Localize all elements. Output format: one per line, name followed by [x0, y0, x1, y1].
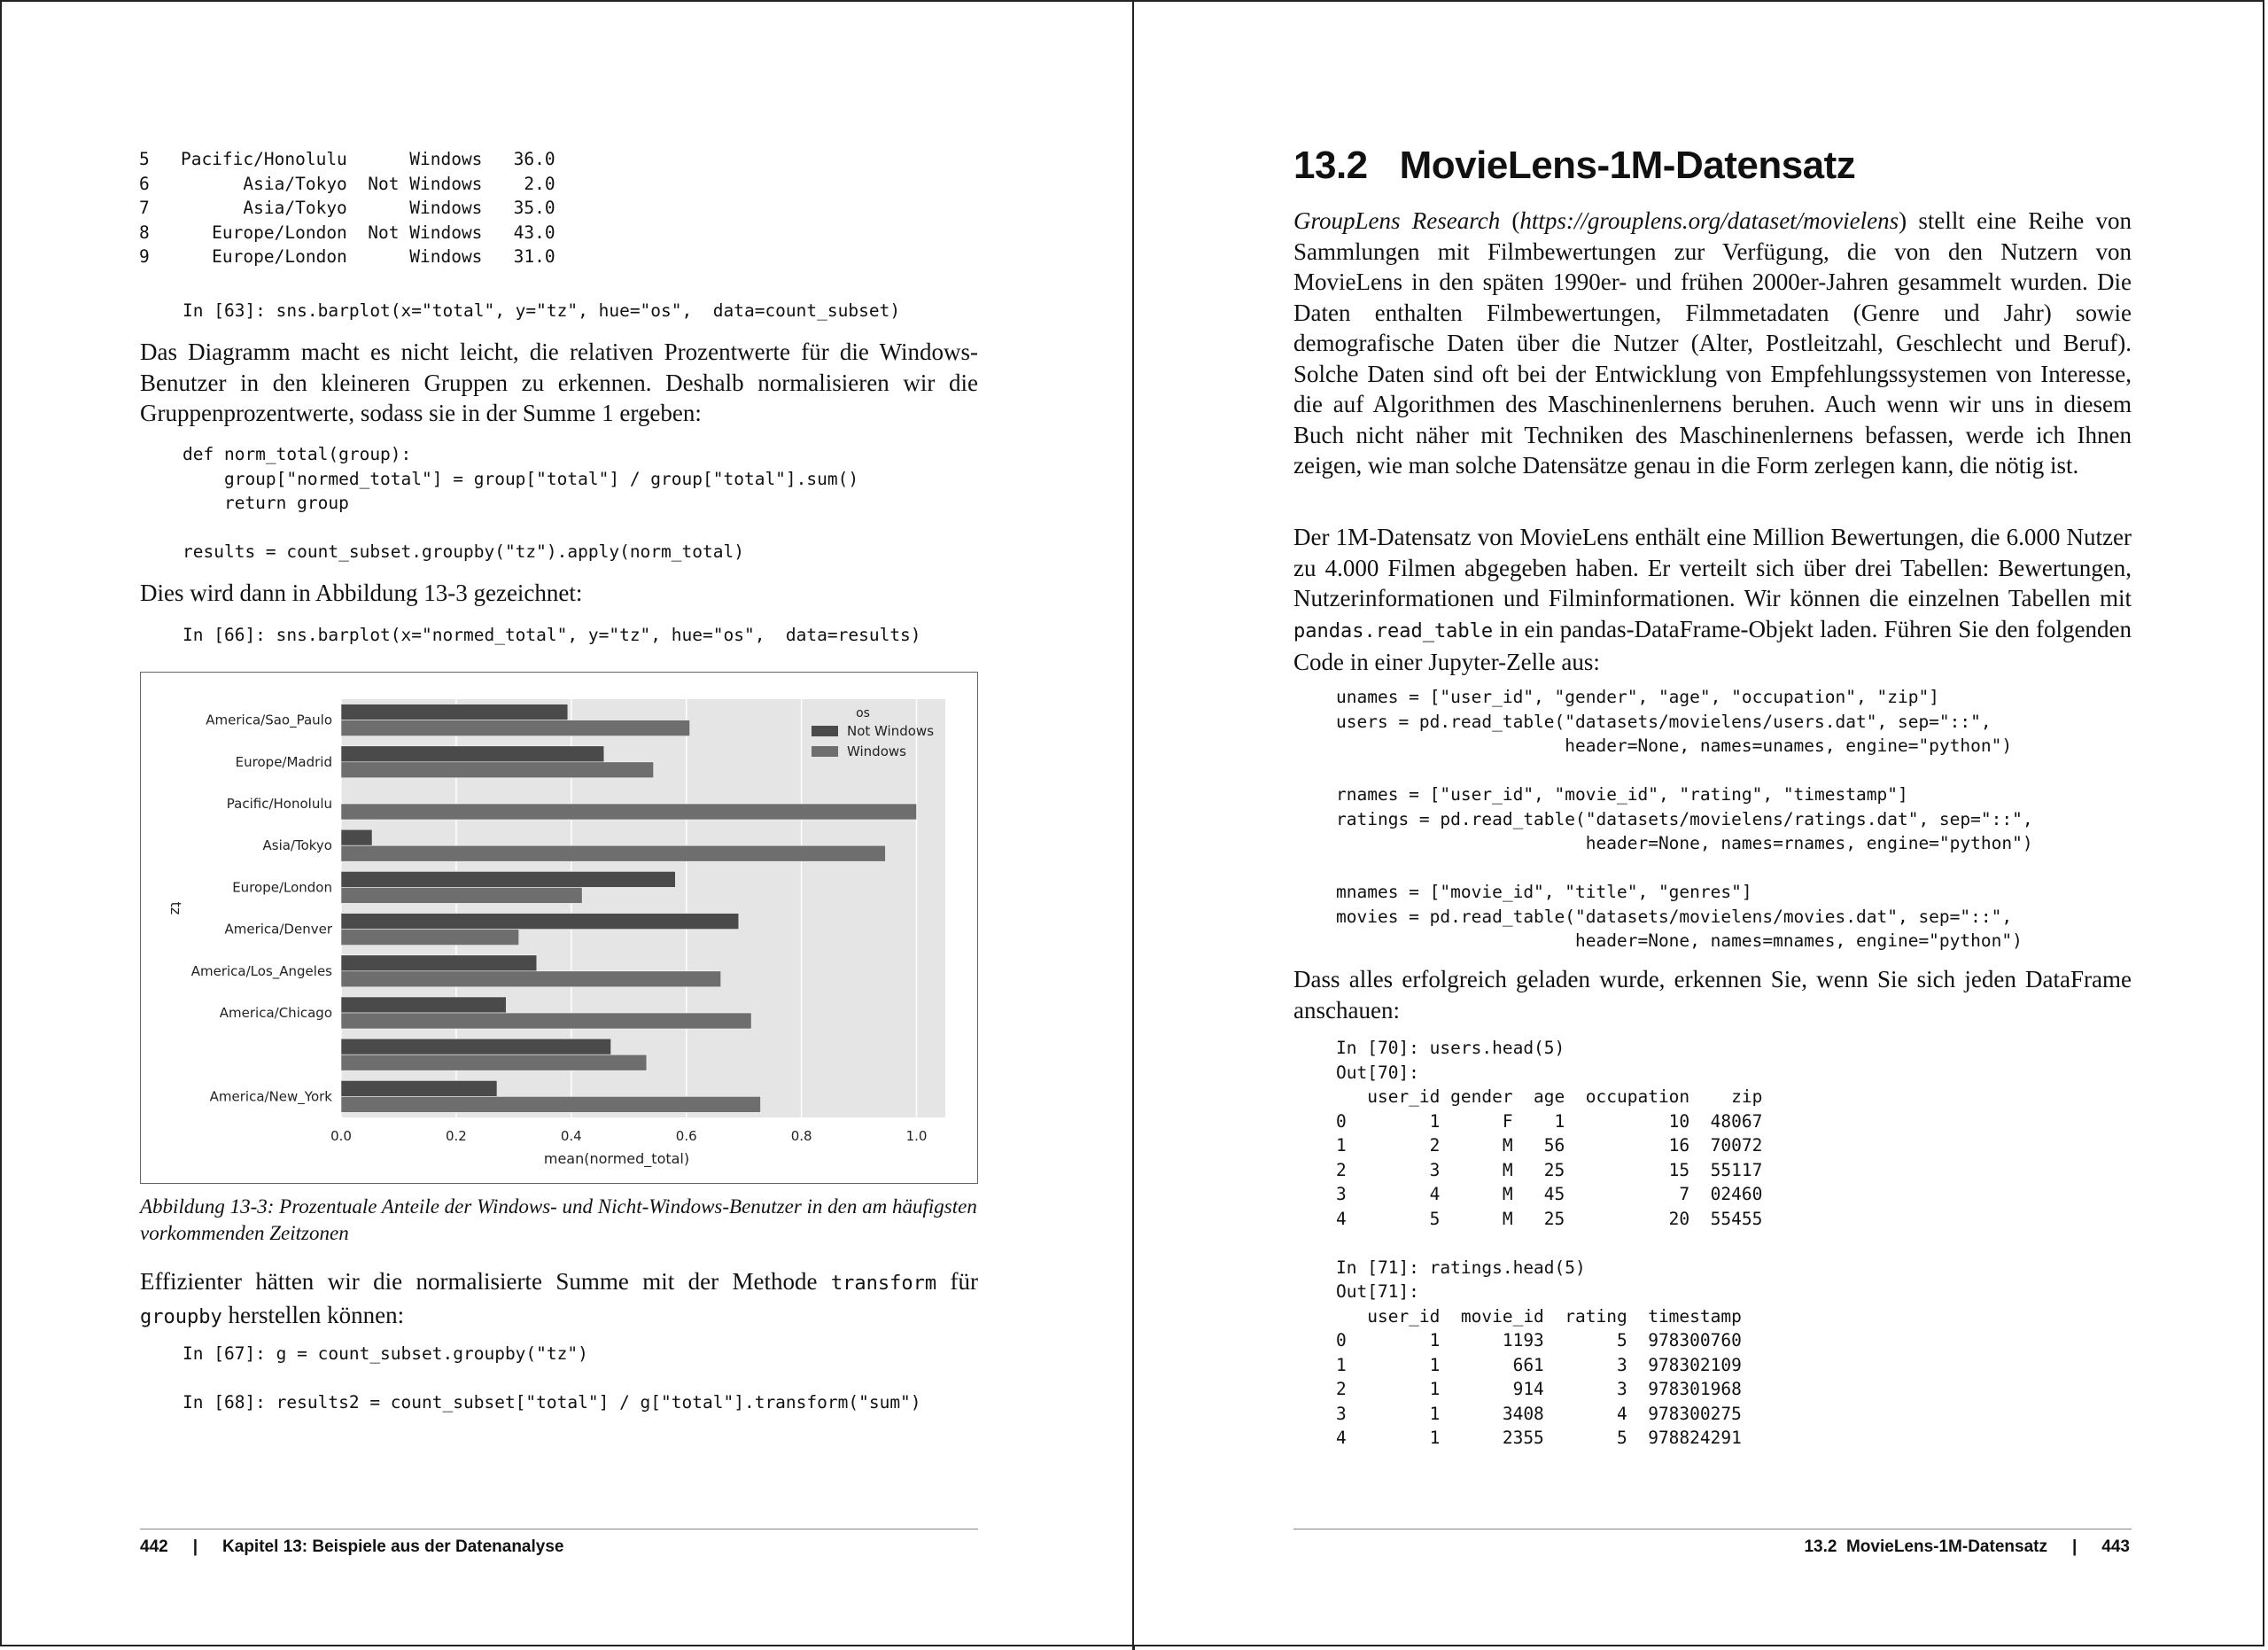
paragraph-figure-ref: Dies wird dann in Abbildung 13-3 gezeichnet:: [140, 580, 583, 606]
y-tick-label: America/Sao_Paulo: [206, 712, 332, 728]
legend-title: os: [856, 706, 870, 720]
bar-not-windows: [341, 997, 506, 1013]
left-page: [0, 0, 1132, 1646]
y-tick-label: America/New_York: [209, 1088, 332, 1105]
code-in66: In [66]: sns.barplot(x="normed_total", y="tz", hue="os", data=results): [183, 625, 921, 645]
grouplens-name: GroupLens Research: [1293, 207, 1501, 234]
paragraph-1m-dataset: Der 1M-Datensatz von MovieLens enthält eine Million Bewertungen, die 6.000 Nutzer zu 4.000 Filmen abgegeben haben. Er verteilt sich über drei Tabellen: Bewertungen, Nutzerinformationen und Filminformationen. Wir können die einzelnen Tabellen mit pandas.read_table in ein pandas-DataFrame-Objekt laden. Führen Sie den folgenden Code in einer Jupyter-Zelle aus:: [1293, 524, 2132, 675]
bar-windows: [341, 1013, 751, 1029]
code-load-tables: unames = ["user_id", "gender", "age", "occupation", "zip"] users = pd.read_table("datasets/movielens/users.dat", sep="::", header=None, names=unames, engine="python") rnames = ["user_id", "movie_id", "rating", "timestamp"] ratings = pd.read_table("datasets/movielens/ratings.dat", sep="::", header=None, names=rnames, engine="python") mnames = ["movie_id", "title", "genres"] movies = pd.read_table("datasets/movielens/movies.dat", sep="::", header=None, names=mnames, engine="python"): [1336, 687, 2033, 951]
y-tick-label: Asia/Tokyo: [262, 837, 332, 854]
footer-left: [140, 1537, 563, 1557]
bar-not-windows: [341, 914, 739, 930]
bar-not-windows: [341, 704, 568, 720]
bar-chart: [141, 673, 976, 1182]
page-number: 443: [2101, 1537, 2130, 1556]
figure-13-3: [140, 672, 978, 1184]
grouplens-link[interactable]: https://grouplens.org/dataset/movielens: [1519, 207, 1899, 234]
dataframe-rows-code: 5 Pacific/Honolulu Windows 36.0 6 Asia/Tokyo Not Windows 2.0 7 Asia/Tokyo Windows 35.0 8 Europe/London Not Windows 43.0 9 Europe/London Windows 31.0: [139, 149, 555, 267]
section-heading: [1293, 144, 1855, 188]
y-tick-label: America/Chicago: [219, 1005, 332, 1021]
legend-label: Windows: [847, 743, 906, 759]
legend-swatch: [812, 746, 838, 757]
right-page: [1132, 0, 2264, 1646]
y-tick-label: America/Denver: [224, 921, 332, 938]
x-tick-label: 0.0: [330, 1128, 352, 1144]
x-tick-label: 0.4: [560, 1128, 582, 1144]
y-tick-label: Europe/Madrid: [235, 753, 332, 770]
footer-separator: |: [2071, 1537, 2078, 1556]
section-number: 13.2: [1293, 144, 1368, 187]
code-head-outputs: In [70]: users.head(5) Out[70]: user_id gender age occupation zip 0 1 F 1 10 48067 1 2 M 56 16 70072 2 3 M 25 15 55117 3 4 M 45 7 02460 4 5 M 25 20 55455 In [71]: ratings.head(5) Out[71]: user_id movie_id rating timestamp 0 1 1193 5 978300760 1 1 661 3 978302109 2 1 914 3 978301968 3 1 3408 4 978300275 4 1 2355 5 978824291: [1336, 1038, 1763, 1448]
bar-not-windows: [341, 1039, 611, 1055]
x-tick-label: 1.0: [905, 1128, 928, 1144]
bar-not-windows: [341, 955, 537, 971]
running-head-section: 13.2 MovieLens-1M-Datensatz: [1804, 1537, 2047, 1556]
bar-windows: [341, 971, 721, 987]
bar-windows: [341, 720, 690, 736]
x-axis-label: mean(normed_total): [543, 1150, 690, 1167]
page-number: 442: [140, 1537, 168, 1556]
bar-windows: [341, 804, 917, 820]
section-title: MovieLens-1M-Datensatz: [1399, 144, 1856, 187]
inline-code-read-table: pandas.read_table: [1293, 619, 1494, 642]
bar-windows: [341, 845, 885, 861]
code-in67-in68: In [67]: g = count_subset.groupby("tz") In [68]: results2 = count_subset["total"] / g["total"].transform("sum"): [183, 1343, 921, 1413]
paragraph-check: Dass alles erfolgreich geladen wurde, erkennen Sie, wenn Sie sich jeden DataFrame anschauen:: [1293, 966, 2132, 1023]
bar-windows: [341, 762, 654, 778]
paragraph-transform: Effizienter hätten wir die normalisierte Summe mit der Methode transform für groupby herstellen können:: [140, 1268, 978, 1328]
inline-code-transform: transform: [830, 1273, 937, 1295]
bar-windows: [341, 930, 519, 946]
footer-separator: |: [192, 1537, 198, 1556]
footer-right: [1804, 1537, 2130, 1557]
legend-swatch: [812, 726, 838, 736]
bar-not-windows: [341, 829, 372, 845]
bar-windows: [341, 1055, 647, 1070]
bar-not-windows: [341, 746, 604, 762]
running-head-chapter: Kapitel 13: Beispiele aus der Datenanalyse: [222, 1537, 564, 1556]
y-tick-label: Pacific/Honolulu: [226, 796, 332, 812]
figure-caption: Abbildung 13-3: Prozentuale Anteile der Windows- und Nicht-Windows-Benutzer in den am häufigsten vorkommenden Zeitzonen: [140, 1195, 977, 1244]
x-tick-label: 0.8: [790, 1128, 812, 1144]
x-tick-label: 0.2: [445, 1128, 467, 1144]
bar-not-windows: [341, 871, 675, 887]
y-axis-label: tz: [167, 901, 184, 915]
bar-windows: [341, 887, 582, 903]
y-tick-label: America/Los_Angeles: [190, 962, 332, 979]
y-tick-label: Europe/London: [232, 879, 332, 896]
bar-windows: [341, 1096, 761, 1112]
paragraph-normalize: Das Diagramm macht es nicht leicht, die relativen Prozentwerte für die Windows-Benutzer in den kleineren Gruppen zu erkennen. Deshalb normalisieren wir die Gruppenprozentwerte, sodass sie in der Summe 1 ergeben:: [140, 339, 978, 426]
inline-code-groupby: groupby: [140, 1305, 222, 1328]
bar-not-windows: [341, 1080, 497, 1096]
x-tick-label: 0.6: [675, 1128, 697, 1144]
paragraph-grouplens: GroupLens Research (https://grouplens.org/dataset/movielens) stellt eine Reihe von Sammlungen mit Filmbewertungen zur Verfügung, die von den Nutzern von MovieLens in den späten 1990er- und frühen 2000er-Jahren gesammelt wurden. Die Daten enthalten Filmbewertungen, Filmmetadaten (Genre und Jahr) sowie demografische Daten über die Nutzer (Alter, Postleitzahl, Geschlecht und Beruf). Solche Daten sind oft bei der Entwicklung von Empfehlungssystemen von Interesse, die auf Algorithmen des Maschinenlernens beruhen. Auch wenn wir uns in diesem Buch nicht näher mit Techniken des Maschinenlernens befassen, werde ich Ihnen zeigen, wie man solche Datensätze genau in die Form zerlegen kann, die nötig ist.: [1293, 207, 2132, 479]
legend-label: Not Windows: [847, 723, 935, 739]
code-in63: In [63]: sns.barplot(x="total", y="tz", hue="os", data=count_subset): [183, 300, 901, 321]
code-norm-total: def norm_total(group): group["normed_total"] = group["total"] / group["total"].sum() return group results = count_subset.groupby("tz").apply(norm_total): [183, 444, 859, 562]
